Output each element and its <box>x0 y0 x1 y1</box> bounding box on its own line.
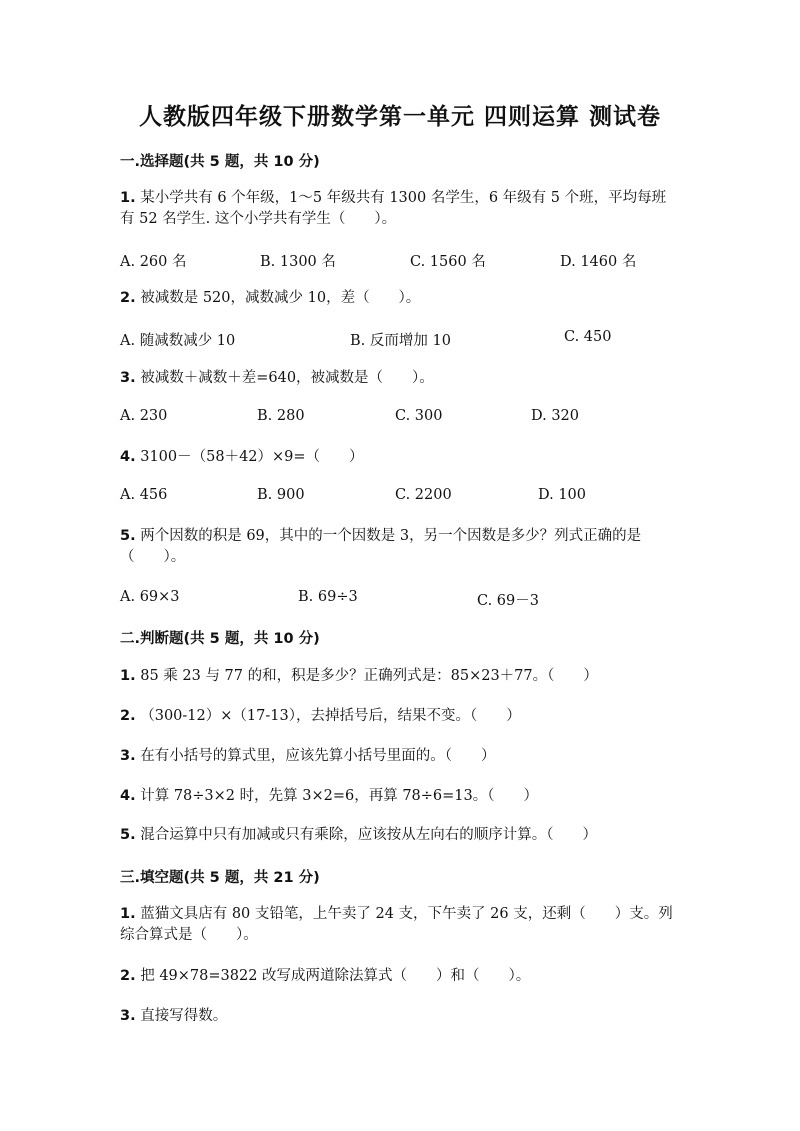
question-number: 2. <box>120 290 136 306</box>
option-a[interactable]: A. 随减数减少 10 <box>120 333 236 349</box>
option-b[interactable]: B. 反而增加 10 <box>350 333 451 349</box>
question-number: 2. <box>120 708 136 724</box>
question-text: 某小学共有 6 个年级，1～5 年级共有 1300 名学生，6 年级有 5 个班，平均每班有 52 名学生. 这个小学共有学生（ ）。 <box>120 190 667 227</box>
question-fill-2 <box>120 966 680 987</box>
section-heading-fill-blank: 三.填空题(共 5 题，共 21 分) <box>120 870 320 886</box>
question-choice-5 <box>120 526 680 568</box>
question-number: 1. <box>120 906 136 922</box>
question-number: 1. <box>120 190 136 206</box>
option-b[interactable]: B. 900 <box>257 487 305 503</box>
option-a[interactable]: A. 260 名 <box>120 254 187 270</box>
option-c[interactable]: C. 2200 <box>395 487 452 503</box>
question-fill-3 <box>120 1006 680 1027</box>
question-number: 2. <box>120 968 136 984</box>
option-c[interactable]: C. 450 <box>564 329 612 345</box>
option-d[interactable]: D. 320 <box>531 408 580 424</box>
question-number: 4. <box>120 788 136 804</box>
question-judgement-3 <box>120 746 680 767</box>
question-choice-1 <box>120 188 680 230</box>
question-choice-3 <box>120 368 680 389</box>
question-judgement-1 <box>120 666 680 687</box>
option-d[interactable]: D. 100 <box>538 487 587 503</box>
option-c[interactable]: C. 1560 名 <box>410 254 486 270</box>
question-text: 在有小括号的算式里，应该先算小括号里面的。（ ） <box>140 748 496 764</box>
options-choice-4 <box>120 487 680 507</box>
option-b[interactable]: B. 1300 名 <box>260 254 336 270</box>
page-title: 人教版四年级下册数学第一单元 四则运算 测试卷 <box>138 104 661 130</box>
question-number: 1. <box>120 668 136 684</box>
question-text: 计算 78÷3×2 时，先算 3×2=6，再算 78÷6=13。（ ） <box>140 788 539 804</box>
option-d[interactable]: D. 1460 名 <box>560 254 637 270</box>
question-text: 被减数是 520，减数减少 10，差（ ）。 <box>140 290 421 306</box>
question-choice-2 <box>120 288 680 309</box>
question-number: 5. <box>120 528 136 544</box>
section-heading-judgement: 二.判断题(共 5 题，共 10 分) <box>120 631 320 647</box>
options-choice-5 <box>120 589 680 609</box>
question-number: 5. <box>120 827 136 843</box>
question-number: 3. <box>120 748 136 764</box>
question-judgement-2 <box>120 706 680 727</box>
question-number: 3. <box>120 1008 136 1024</box>
question-text: 蓝猫文具店有 80 支铅笔，上午卖了 24 支，下午卖了 26 支，还剩（ ）支。列综合算式是（ ）。 <box>120 906 673 943</box>
question-fill-1 <box>120 904 680 946</box>
option-a[interactable]: A. 456 <box>120 487 168 503</box>
question-text: （300-12）×（17-13），去掉括号后，结果不变。（ ） <box>140 708 521 724</box>
section-heading-choice: 一.选择题(共 5 题，共 10 分) <box>120 154 320 170</box>
question-number: 3. <box>120 370 136 386</box>
question-text: 把 49×78=3822 改写成两道除法算式（ ）和（ ）。 <box>140 968 531 984</box>
options-choice-1 <box>120 250 680 270</box>
option-a[interactable]: A. 69×3 <box>120 589 180 605</box>
option-c[interactable]: C. 300 <box>395 408 443 424</box>
question-text: 3100－（58＋42）×9=（ ） <box>140 449 364 465</box>
option-b[interactable]: B. 280 <box>257 408 305 424</box>
question-text: 被减数＋减数＋差=640，被减数是（ ）。 <box>140 370 434 386</box>
option-c[interactable]: C. 69－3 <box>477 593 539 609</box>
question-text: 直接写得数。 <box>140 1008 228 1024</box>
question-number: 4. <box>120 449 136 465</box>
question-text: 两个因数的积是 69，其中的一个因数是 3，另一个因数是多少？列式正确的是（ ）。 <box>120 528 642 565</box>
question-choice-4 <box>120 447 680 468</box>
question-judgement-4 <box>120 786 680 807</box>
options-choice-3 <box>120 408 680 428</box>
question-text: 混合运算中只有加减或只有乘除，应该按从左向右的顺序计算。（ ） <box>140 827 597 843</box>
option-b[interactable]: B. 69÷3 <box>298 589 358 605</box>
question-judgement-5 <box>120 825 680 846</box>
option-a[interactable]: A. 230 <box>120 408 168 424</box>
options-choice-2 <box>120 329 680 349</box>
question-text: 85 乘 23 与 77 的和，积是多少？正确列式是：85×23＋77。（ ） <box>140 668 598 684</box>
